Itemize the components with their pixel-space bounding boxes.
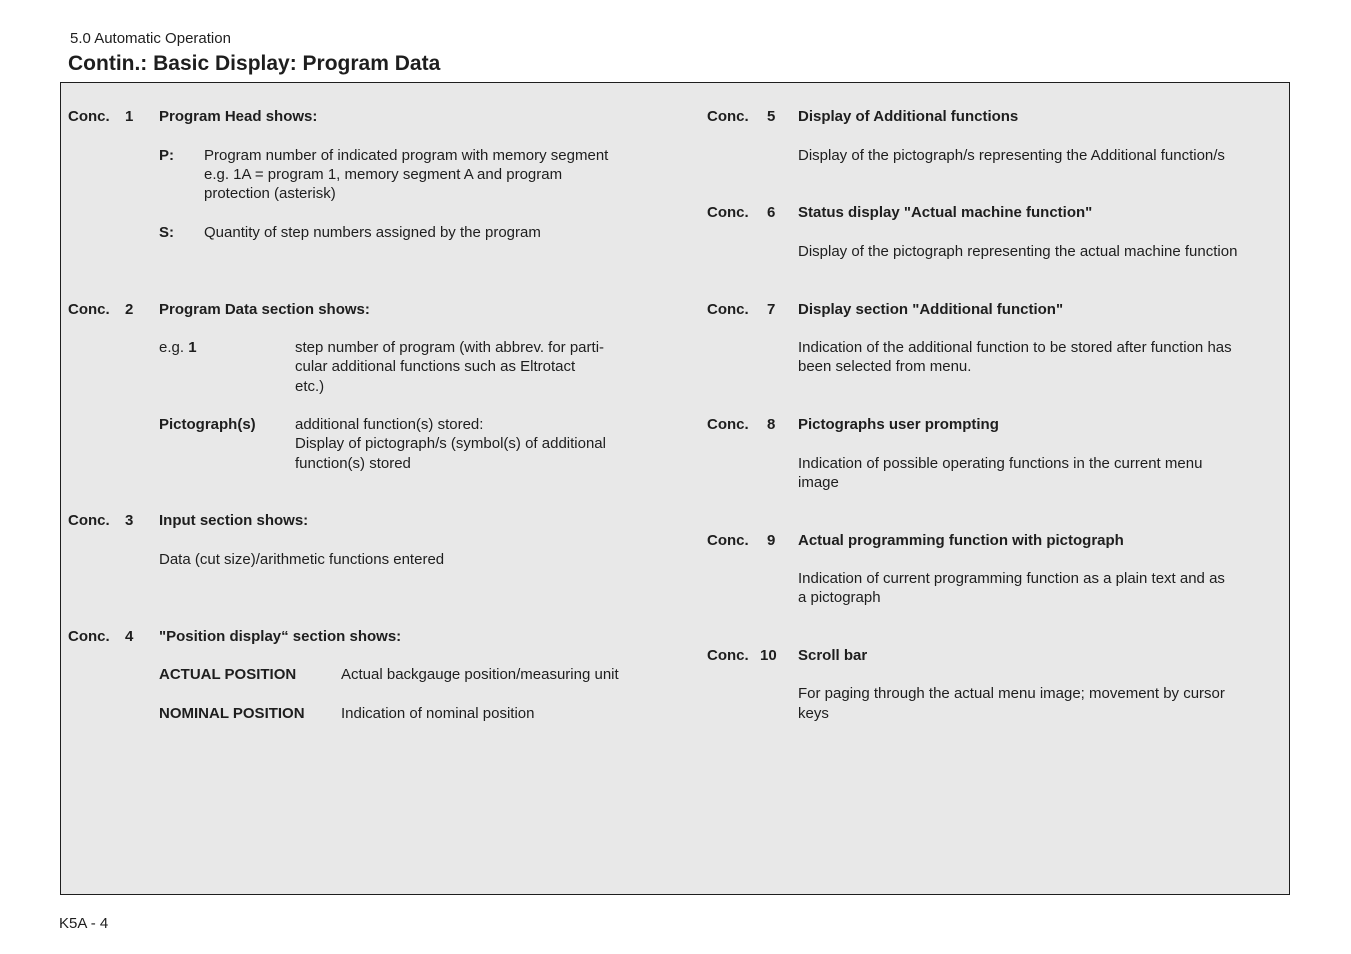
key-s: S:	[159, 224, 174, 241]
desc-line: additional function(s) stored:	[295, 416, 484, 433]
conc-number: 3	[125, 512, 134, 529]
conc-heading: Actual programming function with pictograph	[798, 532, 1124, 549]
desc-line: a pictograph	[798, 589, 881, 606]
desc-line: Data (cut size)/arithmetic functions entered	[159, 551, 445, 568]
conc-label: Conc.	[707, 108, 749, 125]
desc-line: Indication of current programming function as a plain text and as	[798, 570, 1225, 587]
key-actual-position: ACTUAL POSITION	[159, 666, 297, 683]
conc-number: 2	[125, 301, 134, 318]
conc-number: 8	[767, 416, 776, 433]
conc-heading: Status display "Actual machine function"	[798, 204, 1093, 221]
conc-heading: Program Data section shows:	[159, 301, 370, 318]
conc-heading: Pictographs user prompting	[798, 416, 999, 433]
conc-number: 9	[767, 532, 776, 549]
conc-heading: Input section shows:	[159, 512, 309, 529]
conc-number: 7	[767, 301, 776, 318]
key-pictographs: Pictograph(s)	[159, 416, 256, 433]
desc-line: Display of the pictograph representing the actual machine function	[798, 243, 1238, 260]
conc-number: 1	[125, 108, 134, 125]
eg-value: 1	[188, 339, 197, 356]
conc-heading: Program Head shows:	[159, 108, 318, 125]
page-title: Contin.: Basic Display: Program Data	[68, 52, 441, 75]
section-label: 5.0 Automatic Operation	[70, 30, 231, 47]
conc-number: 10	[760, 647, 777, 664]
conc-label: Conc.	[707, 204, 749, 221]
conc-label: Conc.	[707, 416, 749, 433]
conc-number: 4	[125, 628, 134, 645]
desc-line: Program number of indicated program with memory segment	[204, 147, 609, 164]
desc-line: cular additional functions such as Eltrotact	[295, 358, 576, 375]
desc-line: step number of program (with abbrev. for parti-	[295, 339, 605, 356]
eg-prefix: e.g.	[159, 339, 185, 356]
desc-line: Display of the pictograph/s representing the Additional function/s	[798, 147, 1225, 164]
key-p: P:	[159, 147, 174, 164]
desc-line: e.g. 1A = program 1, memory segment A and program	[204, 166, 563, 183]
conc-label: Conc.	[68, 301, 110, 318]
desc-line: Quantity of step numbers assigned by the program	[204, 224, 541, 241]
conc-label: Conc.	[68, 108, 110, 125]
key-nominal-position: NOMINAL POSITION	[159, 705, 305, 722]
desc-line: For paging through the actual menu image; movement by cursor	[798, 685, 1225, 702]
eg-key	[159, 338, 197, 357]
desc-line: Actual backgauge position/measuring unit	[341, 666, 619, 683]
conc-number: 6	[767, 204, 776, 221]
desc-line: etc.)	[295, 378, 325, 395]
conc-heading: Display of Additional functions	[798, 108, 1019, 125]
desc-line: Indication of the additional function to be stored after function has	[798, 339, 1232, 356]
conc-label: Conc.	[707, 532, 749, 549]
desc-line: protection (asterisk)	[204, 185, 336, 202]
page-number: K5A - 4	[59, 915, 109, 932]
conc-heading: Display section "Additional function"	[798, 301, 1064, 318]
desc-line: keys	[798, 705, 829, 722]
desc-line: Display of pictograph/s (symbol(s) of additional	[295, 435, 606, 452]
desc-line: Indication of nominal position	[341, 705, 535, 722]
desc-line: Indication of possible operating functions in the current menu	[798, 455, 1203, 472]
conc-label: Conc.	[707, 647, 749, 664]
conc-label: Conc.	[707, 301, 749, 318]
desc-line: function(s) stored	[295, 455, 411, 472]
desc-line: been selected from menu.	[798, 358, 972, 375]
conc-heading: "Position display“ section shows:	[159, 628, 402, 645]
content-panel	[60, 82, 1290, 895]
conc-label: Conc.	[68, 628, 110, 645]
conc-number: 5	[767, 108, 776, 125]
desc-line: image	[798, 474, 839, 491]
conc-label: Conc.	[68, 512, 110, 529]
conc-heading: Scroll bar	[798, 647, 868, 664]
